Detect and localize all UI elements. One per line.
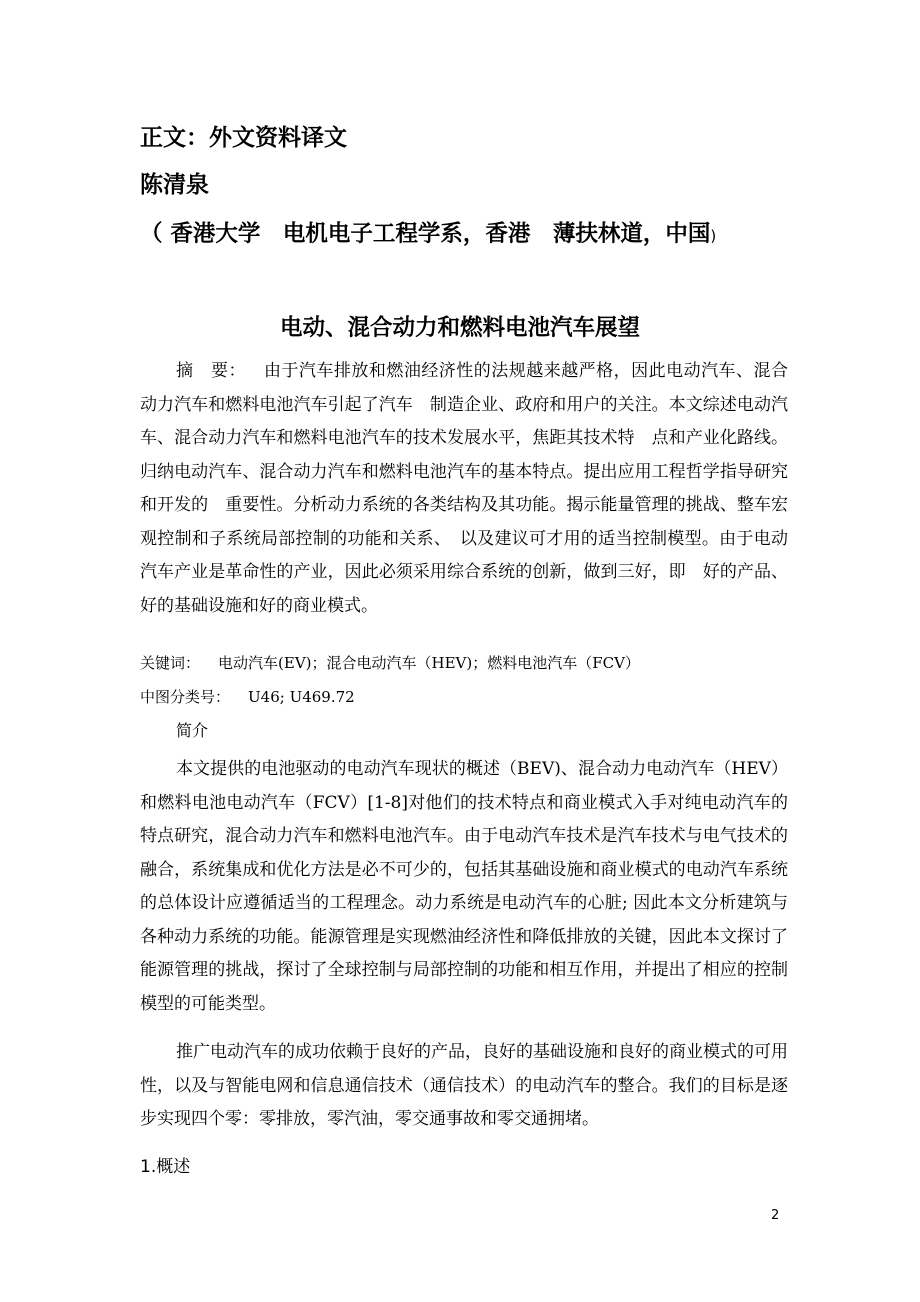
page-number: 2 [771, 1208, 780, 1223]
author-name: 陈清泉 [140, 172, 209, 198]
abstract-text: 由于汽车排放和燃油经济性的法规越来越严格，因此电动汽车、混合动力汽车和燃料电池汽车引起了汽车 制造企业、政府和用户的关注。本文综述电动汽车、混合动力汽车和燃料电池汽车的技术发展水平，焦距其技术特 点和产业化路线。归纳电动汽车、混合动力汽车和燃料电池汽车的基本特点。提出应用工程哲学指导研究和开发的 重要性。分析动力系统的各类结构及其功能。揭示能量管理的挑战、整车宏观控制和子系统局部控制的功能和关系、 以及建议可才用的适当控制模型。由于电动汽车产业是革命性的产业，因此必须采用综合系统的创新，做到三好，即 好的产品、好的基础设施和好的商业模式。 [140, 361, 789, 616]
author-affiliation [140, 219, 716, 251]
keywords-label: 关键词： [140, 654, 201, 672]
paper-title: 电动、混合动力和燃料电池汽车展望 [279, 315, 640, 341]
intro-paragraph: 本文提供的电池驱动的电动汽车现状的概述（BEV)、混合动力电动汽车（HEV）和燃料电池电动汽车（FCV）[1-8]对他们的技术特点和商业模式入手对纯电动汽车的特点研究，混合动力汽车和燃料电池汽车。由于电动汽车技术是汽车技术与电气技术的融合，系统集成和优化方法是必不可少的，包括其基础设施和商业模式的电动汽车系统的总体设计应遵循适当的工程理念。动力系统是电动汽车的心脏; 因此本文分析建筑与各种动力系统的功能。能源管理是实现燃油经济性和降低排放的关键，因此本文探讨了能源管理的挑战，探讨了全球控制与局部控制的功能和相互作用，并提出了相应的控制模型的可能类型。 [140, 759, 788, 1014]
affiliation-close: ) [710, 227, 717, 245]
affiliation-text: （ 香港大学 电机电子工程学系，香港 薄扶林道，中国 [140, 221, 711, 247]
abstract [140, 355, 788, 623]
classification [140, 685, 355, 709]
keywords-text: 电动汽车(EV)；混合电动汽车（HEV)；燃料电池汽车（FCV） [218, 654, 640, 672]
body-paragraph: 推广电动汽车的成功依赖于良好的产品，良好的基础设施和良好的商业模式的可用性，以及与智能电网和信息通信技术（通信技术）的电动汽车的整合。我们的目标是逐步实现四个零：零排放，零汽油，零交通事故和零交通拥堵。 [140, 1042, 788, 1129]
classification-text: U46; U469.72 [248, 688, 355, 706]
classification-label: 中图分类号： [140, 688, 231, 706]
section-heading: 1.概述 [140, 1157, 191, 1177]
intro-heading: 简介 [176, 721, 209, 740]
keywords [140, 651, 640, 675]
doc-heading: 正文：外文资料译文 [140, 125, 347, 151]
abstract-label: 摘 要： [176, 361, 246, 381]
